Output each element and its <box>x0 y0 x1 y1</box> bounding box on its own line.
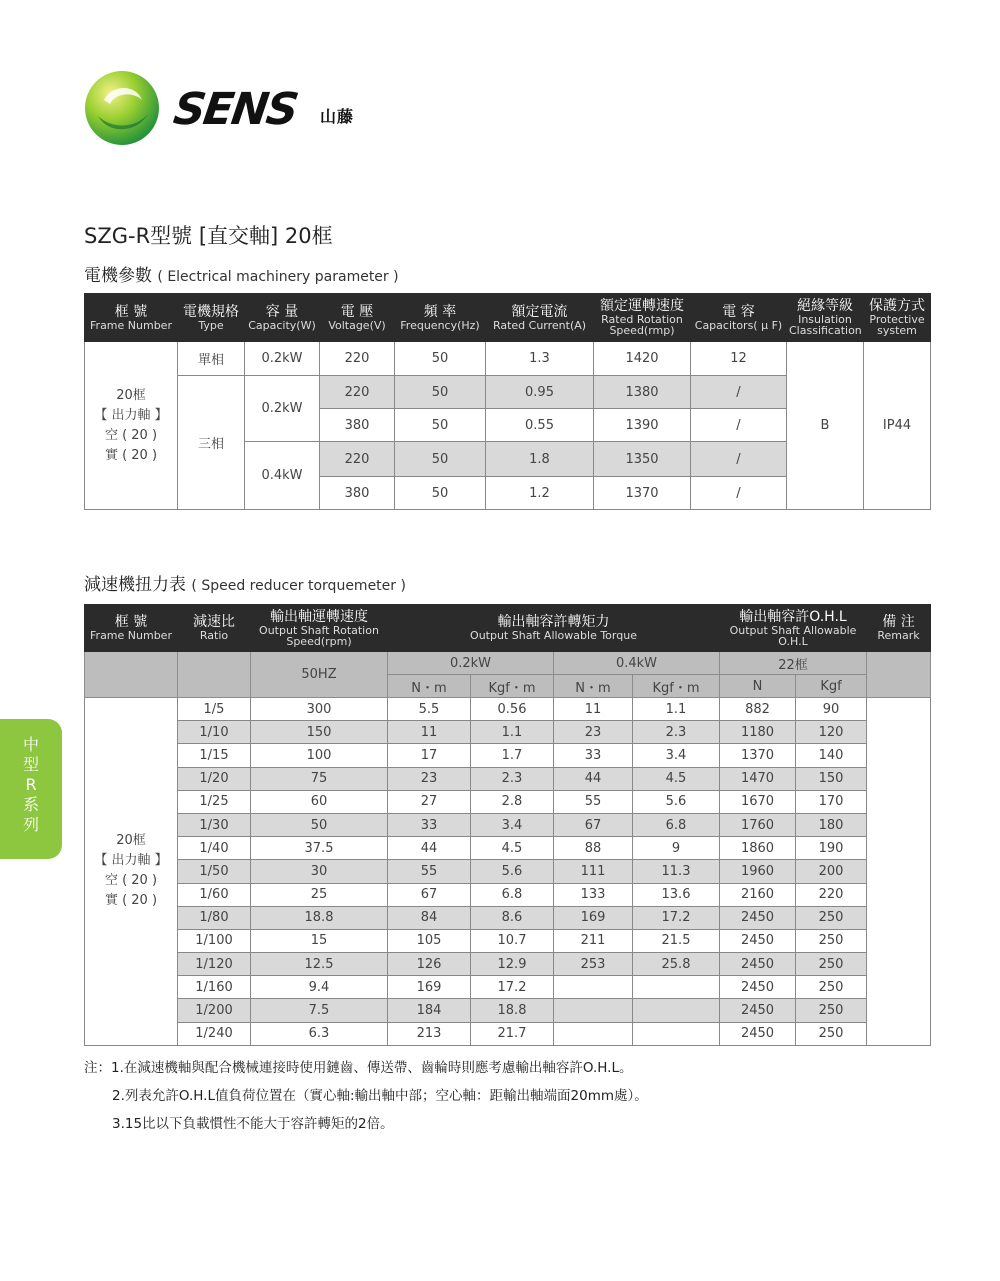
subheader-blank <box>178 652 251 698</box>
ohl-n-cell: 2450 <box>720 976 796 999</box>
table-row <box>85 698 931 721</box>
torque-02-nm-cell: 17 <box>388 744 471 767</box>
torque-04-kgfm-cell: 5.6 <box>633 790 720 813</box>
motor-title-en: ( Electrical machinery parameter ) <box>157 269 399 285</box>
ohl-n-cell: 1180 <box>720 721 796 744</box>
ratio-cell: 1/200 <box>178 999 251 1022</box>
subheader-frequency: 50HZ <box>251 652 388 698</box>
torque-04-kgfm-cell <box>633 1022 720 1045</box>
ohl-n-cell: 1470 <box>720 767 796 790</box>
reducer-title-en: ( Speed reducer torquemeter ) <box>191 578 406 594</box>
reducer-torque-table <box>84 604 931 1046</box>
subheader-blank <box>867 652 931 698</box>
frame-cell: 20框 【 出力軸 】 空 ( 20 ) 實 ( 20 ) <box>85 698 178 1046</box>
torque-04-kgfm-cell: 21.5 <box>633 929 720 952</box>
unit-nm: N・m <box>388 675 471 698</box>
torque-02-kgfm-cell: 8.6 <box>471 906 554 929</box>
table-row <box>85 860 931 883</box>
motor-title-cn: 電機參數 <box>84 266 152 286</box>
ohl-kgf-cell: 190 <box>796 837 867 860</box>
speed-cell: 100 <box>251 744 388 767</box>
torque-02-nm-cell: 33 <box>388 813 471 836</box>
torque-02-kgfm-cell: 10.7 <box>471 929 554 952</box>
motor-header: 頻 率 Frequency(Hz) <box>395 294 486 342</box>
notes <box>84 1054 648 1138</box>
capacitor-cell: / <box>691 477 787 510</box>
table-row <box>85 1022 931 1045</box>
speed-cell: 1370 <box>594 477 691 510</box>
ratio-cell: 1/30 <box>178 813 251 836</box>
unit-kgfm: Kgf・m <box>633 675 720 698</box>
speed-cell: 1350 <box>594 442 691 477</box>
ratio-cell: 1/25 <box>178 790 251 813</box>
ratio-cell: 1/160 <box>178 976 251 999</box>
capacitor-cell: / <box>691 376 787 409</box>
frequency-cell: 50 <box>395 342 486 376</box>
torque-04-nm-cell: 253 <box>554 953 633 976</box>
torque-02-kgfm-cell: 1.1 <box>471 721 554 744</box>
capacity-cell: 0.4kW <box>245 442 320 510</box>
torque-02-nm-cell: 84 <box>388 906 471 929</box>
reducer-header: 框 號 Frame Number <box>85 605 178 652</box>
unit-kgfm: Kgf・m <box>471 675 554 698</box>
torque-04-nm-cell <box>554 999 633 1022</box>
torque-02-nm-cell: 27 <box>388 790 471 813</box>
ratio-cell: 1/5 <box>178 698 251 721</box>
logo-wordmark: SENS <box>170 84 300 135</box>
motor-header-row <box>85 294 931 342</box>
torque-02-kgfm-cell: 0.56 <box>471 698 554 721</box>
motor-header: 絕緣等級 Insulation Classification <box>787 294 864 342</box>
torque-04-nm-cell: 169 <box>554 906 633 929</box>
ohl-n-cell: 2450 <box>720 929 796 952</box>
speed-cell: 9.4 <box>251 976 388 999</box>
table-row <box>85 790 931 813</box>
reducer-header: 輸出軸容許O.H.L Output Shaft Allowable O.H.L <box>720 605 867 652</box>
frequency-cell: 50 <box>395 477 486 510</box>
ohl-n-cell: 2450 <box>720 999 796 1022</box>
ohl-n-cell: 1760 <box>720 813 796 836</box>
speed-cell: 7.5 <box>251 999 388 1022</box>
ohl-kgf-cell: 250 <box>796 1022 867 1045</box>
table-row <box>85 837 931 860</box>
torque-02-nm-cell: 213 <box>388 1022 471 1045</box>
torque-04-nm-cell <box>554 1022 633 1045</box>
motor-header: 框 號 Frame Number <box>85 294 178 342</box>
remark-cell <box>867 698 931 1046</box>
motor-header: 電 壓 Voltage(V) <box>320 294 395 342</box>
ratio-cell: 1/100 <box>178 929 251 952</box>
logo-chinese: 山藤 <box>320 107 355 126</box>
ohl-kgf-cell: 250 <box>796 999 867 1022</box>
ohl-kgf-cell: 250 <box>796 906 867 929</box>
speed-cell: 1390 <box>594 409 691 442</box>
ohl-kgf-cell: 150 <box>796 767 867 790</box>
torque-04-nm-cell: 111 <box>554 860 633 883</box>
speed-cell: 30 <box>251 860 388 883</box>
torque-02-kgfm-cell: 17.2 <box>471 976 554 999</box>
current-cell: 1.2 <box>486 477 594 510</box>
motor-header: 電 容 Capacitors( μ F) <box>691 294 787 342</box>
ratio-cell: 1/20 <box>178 767 251 790</box>
torque-02-kgfm-cell: 3.4 <box>471 813 554 836</box>
subheader-power-02: 0.2kW <box>388 652 554 675</box>
voltage-cell: 380 <box>320 409 395 442</box>
brand-logo <box>84 70 374 150</box>
torque-02-kgfm-cell: 21.7 <box>471 1022 554 1045</box>
table-row <box>85 906 931 929</box>
torque-04-nm-cell: 88 <box>554 837 633 860</box>
ohl-kgf-cell: 170 <box>796 790 867 813</box>
ratio-cell: 1/80 <box>178 906 251 929</box>
table-row <box>85 999 931 1022</box>
frame-cell: 20框 【 出力軸 】 空 ( 20 ) 實 ( 20 ) <box>85 342 178 510</box>
ohl-kgf-cell: 200 <box>796 860 867 883</box>
torque-02-kgfm-cell: 2.3 <box>471 767 554 790</box>
frequency-cell: 50 <box>395 442 486 477</box>
torque-04-nm-cell: 211 <box>554 929 633 952</box>
capacity-cell: 0.2kW <box>245 342 320 376</box>
torque-04-kgfm-cell: 3.4 <box>633 744 720 767</box>
speed-cell: 15 <box>251 929 388 952</box>
torque-02-kgfm-cell: 1.7 <box>471 744 554 767</box>
insulation-cell: B <box>787 342 864 510</box>
subheader-blank <box>85 652 178 698</box>
torque-04-nm-cell <box>554 976 633 999</box>
motor-header: 保護方式 Protective system <box>864 294 931 342</box>
motor-header: 電機規格 Type <box>178 294 245 342</box>
reducer-header: 備 注 Remark <box>867 605 931 652</box>
note-line: 注：1.在減速機軸與配合機械連接時使用鏈齒、傳送帶、齒輪時則應考慮輸出軸容許O.H.L。 <box>84 1060 633 1076</box>
type-cell: 單相 <box>178 342 245 376</box>
torque-04-kgfm-cell: 25.8 <box>633 953 720 976</box>
torque-04-nm-cell: 23 <box>554 721 633 744</box>
torque-04-kgfm-cell: 9 <box>633 837 720 860</box>
torque-02-kgfm-cell: 2.8 <box>471 790 554 813</box>
reducer-header: 減速比 Ratio <box>178 605 251 652</box>
ohl-n-cell: 882 <box>720 698 796 721</box>
current-cell: 1.3 <box>486 342 594 376</box>
table-row <box>85 342 931 376</box>
table-row <box>85 813 931 836</box>
torque-04-kgfm-cell: 6.8 <box>633 813 720 836</box>
speed-cell: 75 <box>251 767 388 790</box>
note-line: 3.15比以下負載慣性不能大于容許轉矩的2倍。 <box>112 1116 394 1132</box>
ratio-cell: 1/240 <box>178 1022 251 1045</box>
torque-04-kgfm-cell: 1.1 <box>633 698 720 721</box>
voltage-cell: 220 <box>320 442 395 477</box>
torque-02-kgfm-cell: 5.6 <box>471 860 554 883</box>
reducer-header-row <box>85 605 931 652</box>
capacitor-cell: / <box>691 409 787 442</box>
motor-header: 容 量 Capacity(W) <box>245 294 320 342</box>
ohl-n-cell: 1670 <box>720 790 796 813</box>
torque-04-nm-cell: 55 <box>554 790 633 813</box>
reducer-header: 輸出軸運轉速度 Output Shaft Rotation Speed(rpm) <box>251 605 388 652</box>
frequency-cell: 50 <box>395 376 486 409</box>
ratio-cell: 1/15 <box>178 744 251 767</box>
torque-02-nm-cell: 23 <box>388 767 471 790</box>
ohl-n-cell: 2450 <box>720 1022 796 1045</box>
subheader-power-04: 0.4kW <box>554 652 720 675</box>
current-cell: 1.8 <box>486 442 594 477</box>
unit-nm: N・m <box>554 675 633 698</box>
torque-02-nm-cell: 67 <box>388 883 471 906</box>
ohl-kgf-cell: 250 <box>796 953 867 976</box>
speed-cell: 18.8 <box>251 906 388 929</box>
ohl-n-cell: 2160 <box>720 883 796 906</box>
torque-02-kgfm-cell: 6.8 <box>471 883 554 906</box>
motor-parameter-table <box>84 293 931 510</box>
torque-02-kgfm-cell: 18.8 <box>471 999 554 1022</box>
ohl-kgf-cell: 180 <box>796 813 867 836</box>
reducer-header: 輸出軸容許轉矩力 Output Shaft Allowable Torque <box>388 605 720 652</box>
torque-04-kgfm-cell: 2.3 <box>633 721 720 744</box>
torque-02-kgfm-cell: 4.5 <box>471 837 554 860</box>
capacitor-cell: 12 <box>691 342 787 376</box>
table-row <box>85 744 931 767</box>
torque-04-nm-cell: 11 <box>554 698 633 721</box>
speed-cell: 150 <box>251 721 388 744</box>
note-line: 2.列表允許O.H.L值負荷位置在（實心軸:輸出軸中部；空心軸：距輸出軸端面20mm處）。 <box>112 1088 648 1104</box>
ohl-n-cell: 1370 <box>720 744 796 767</box>
torque-02-nm-cell: 44 <box>388 837 471 860</box>
voltage-cell: 220 <box>320 376 395 409</box>
capacity-cell: 0.2kW <box>245 376 320 442</box>
voltage-cell: 380 <box>320 477 395 510</box>
reducer-body <box>85 698 931 1046</box>
ohl-n-cell: 2450 <box>720 953 796 976</box>
ohl-kgf-cell: 250 <box>796 976 867 999</box>
speed-cell: 6.3 <box>251 1022 388 1045</box>
speed-cell: 300 <box>251 698 388 721</box>
ratio-cell: 1/50 <box>178 860 251 883</box>
torque-04-nm-cell: 44 <box>554 767 633 790</box>
torque-02-nm-cell: 5.5 <box>388 698 471 721</box>
speed-cell: 12.5 <box>251 953 388 976</box>
reducer-title-cn: 減速機扭力表 <box>84 575 186 595</box>
ratio-cell: 1/60 <box>178 883 251 906</box>
torque-02-nm-cell: 55 <box>388 860 471 883</box>
torque-04-kgfm-cell: 4.5 <box>633 767 720 790</box>
ratio-cell: 1/10 <box>178 721 251 744</box>
torque-02-nm-cell: 105 <box>388 929 471 952</box>
reducer-section-title <box>84 570 406 595</box>
logo-globe-icon <box>84 70 160 146</box>
current-cell: 0.55 <box>486 409 594 442</box>
torque-04-nm-cell: 33 <box>554 744 633 767</box>
torque-04-kgfm-cell: 11.3 <box>633 860 720 883</box>
model-title: SZG-R型號 [直交軸] 20框 <box>84 224 333 248</box>
protection-cell: IP44 <box>864 342 931 510</box>
torque-02-nm-cell: 11 <box>388 721 471 744</box>
speed-cell: 60 <box>251 790 388 813</box>
reducer-subheader-row <box>85 652 931 675</box>
torque-04-nm-cell: 133 <box>554 883 633 906</box>
table-row <box>85 883 931 906</box>
current-cell: 0.95 <box>486 376 594 409</box>
torque-04-nm-cell: 67 <box>554 813 633 836</box>
speed-cell: 25 <box>251 883 388 906</box>
unit-n: N <box>720 675 796 698</box>
ohl-kgf-cell: 250 <box>796 929 867 952</box>
capacitor-cell: / <box>691 442 787 477</box>
torque-04-kgfm-cell: 17.2 <box>633 906 720 929</box>
torque-02-nm-cell: 184 <box>388 999 471 1022</box>
unit-kgf: Kgf <box>796 675 867 698</box>
motor-header: 額定運轉速度 Rated Rotation Speed(rmp) <box>594 294 691 342</box>
torque-04-kgfm-cell: 13.6 <box>633 883 720 906</box>
table-row <box>85 721 931 744</box>
voltage-cell: 220 <box>320 342 395 376</box>
ohl-kgf-cell: 120 <box>796 721 867 744</box>
torque-04-kgfm-cell <box>633 999 720 1022</box>
subheader-frame-22: 22框 <box>720 652 867 675</box>
table-row <box>85 767 931 790</box>
ohl-n-cell: 2450 <box>720 906 796 929</box>
series-side-tab: 中 型 R 系 列 <box>0 719 62 859</box>
ohl-n-cell: 1860 <box>720 837 796 860</box>
speed-cell: 50 <box>251 813 388 836</box>
speed-cell: 1420 <box>594 342 691 376</box>
torque-04-kgfm-cell <box>633 976 720 999</box>
ratio-cell: 1/120 <box>178 953 251 976</box>
ohl-kgf-cell: 90 <box>796 698 867 721</box>
torque-02-kgfm-cell: 12.9 <box>471 953 554 976</box>
ohl-kgf-cell: 220 <box>796 883 867 906</box>
table-row <box>85 976 931 999</box>
speed-cell: 37.5 <box>251 837 388 860</box>
type-cell: 三相 <box>178 376 245 510</box>
motor-section-title <box>84 261 399 286</box>
frequency-cell: 50 <box>395 409 486 442</box>
torque-02-nm-cell: 169 <box>388 976 471 999</box>
speed-cell: 1380 <box>594 376 691 409</box>
ohl-kgf-cell: 140 <box>796 744 867 767</box>
motor-header: 額定電流 Rated Current(A) <box>486 294 594 342</box>
table-row <box>85 953 931 976</box>
ratio-cell: 1/40 <box>178 837 251 860</box>
torque-02-nm-cell: 126 <box>388 953 471 976</box>
ohl-n-cell: 1960 <box>720 860 796 883</box>
table-row <box>85 929 931 952</box>
